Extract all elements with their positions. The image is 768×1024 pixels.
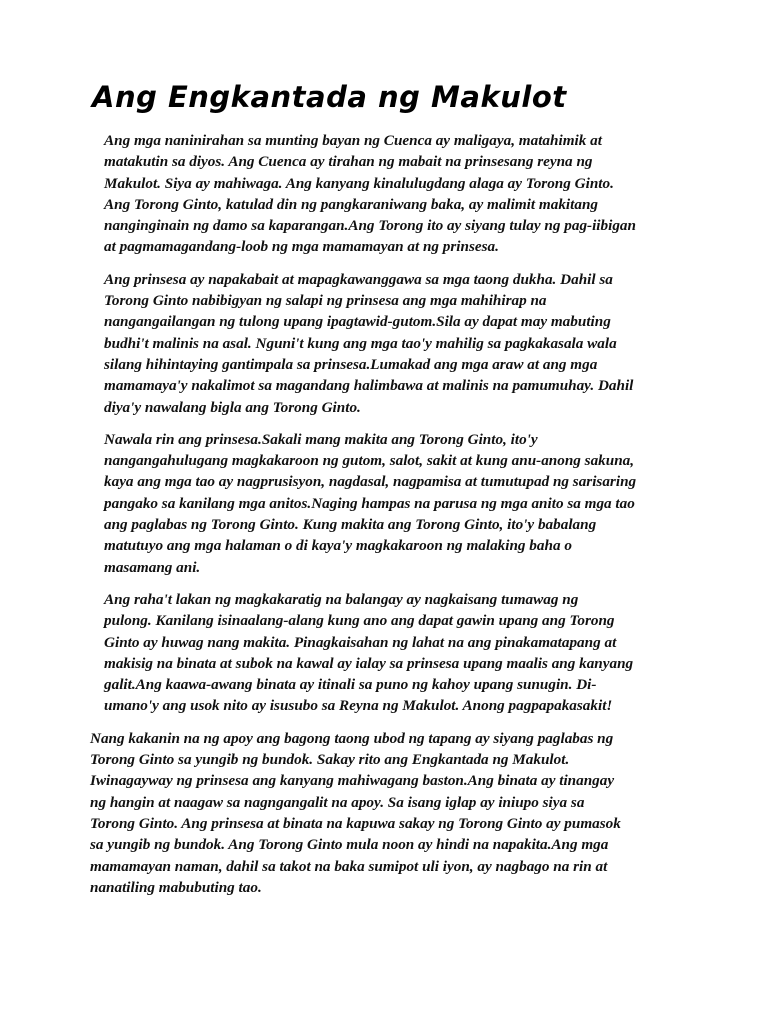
text-line: pangako sa kanilang mga anitos.Naging hampas na parusa ng mga anito sa mga tao: [104, 494, 635, 512]
text-line: Ang Torong Ginto, katulad din ng pangkaraniwang baka, ay malimit makitang: [104, 195, 598, 213]
text-line: budhi't malinis na asal. Nguni't kung ang mga tao'y mahilig sa pagkakasala wala: [104, 334, 617, 352]
text-line: ang paglabas ng Torong Ginto. Kung makita ang Torong Ginto, ito'y babalang: [104, 516, 597, 534]
text-line: nanatiling mabubuting tao.: [90, 878, 262, 896]
text-line: nanginginain ng damo sa kaparangan.Ang Torong ito ay siyang tulay ng pag-iibigan: [104, 217, 636, 235]
text-line: Nawala rin ang prinsesa.Sakali mang makita ang Torong Ginto, ito'y: [104, 430, 538, 448]
text-line: Torong Ginto. Ang prinsesa at binata na kapuwa sakay ng Torong Ginto ay pumasok: [90, 814, 621, 832]
text-line: at pagmamagandang-loob ng mga mamamayan at ng prinsesa.: [104, 238, 499, 256]
paragraph-3: [90, 429, 738, 578]
text-line: Ang raha't lakan ng magkakaratig na balangay ay nagkaisang tumawag ng: [104, 590, 579, 608]
text-line: galit.Ang kaawa-awang binata ay itinali sa puno ng kahoy upang sunugin. Di-: [104, 676, 597, 694]
page-title: Ang Engkantada ng Makulot: [92, 80, 567, 114]
text-line: Ang mga naninirahan sa munting bayan ng Cuenca ay maligaya, matahimik at: [104, 132, 602, 149]
text-line: pulong. Kanilang isinaalang-alang kung ano ang dapat gawin upang ang Torong: [104, 612, 615, 630]
paragraph-1: [90, 130, 738, 258]
text-line: masamang ani.: [104, 558, 201, 576]
text-line: diya'y nawalang bigla ang Torong Ginto.: [104, 398, 361, 416]
text-line: Ang prinsesa ay napakabait at mapagkawanggawa sa mga taong dukha. Dahil sa: [104, 270, 613, 288]
text-line: Torong Ginto sa yungib ng bundok. Sakay rito ang Engkantada ng Makulot.: [90, 751, 570, 769]
text-line: Nang kakanin na ng apoy ang bagong taong ubod ng tapang ay siyang paglabas ng: [90, 729, 614, 747]
text-line: mamamaya'y nakalimot sa magandang halimbawa at malinis na pamumuhay. Dahil: [104, 377, 634, 395]
paragraph-5: [90, 728, 738, 898]
text-line: silang hihintaying gantimpala sa prinsesa.Lumakad ang mga araw at ang mga: [104, 355, 598, 373]
text-line: makisig na binata at subok na kawal ay ialay sa prinsesa upang maalis ang kanyang: [104, 654, 634, 672]
paragraph-2: [90, 269, 738, 418]
text-line: matutuyo ang mga halaman o di kaya'y magkakaroon ng malaking baha o: [104, 537, 572, 555]
text-line: Iwinagayway ng prinsesa ang kanyang mahiwagang baston.Ang binata ay tinangay: [90, 772, 615, 790]
text-line: mamamayan naman, dahil sa takot na baka sumipot uli iyon, ay nagbago na rin at: [90, 857, 608, 875]
text-line: nangangailangan ng tulong upang ipagtawid-gutom.Sila ay dapat may mabuting: [104, 313, 611, 331]
text-line: Torong Ginto nabibigyan ng salapi ng prinsesa ang mga mahihirap na: [104, 292, 547, 310]
paragraph-4: [90, 589, 738, 717]
text-line: Makulot. Siya ay mahiwaga. Ang kanyang kinalulugdang alaga ay Torong Ginto.: [104, 174, 614, 192]
text-line: nangangahulugang magkakaroon ng gutom, salot, sakit at kung anu-anong sakuna,: [104, 452, 635, 470]
text-line: ng hangin at naagaw sa nagngangalit na apoy. Sa isang iglap ay iniupo siya sa: [90, 793, 585, 811]
text-line: matakutin sa diyos. Ang Cuenca ay tirahan ng mabait na prinsesang reyna ng: [104, 153, 593, 171]
text-line: umano'y ang usok nito ay isusubo sa Reyna ng Makulot. Anong pagpapakasakit!: [104, 697, 613, 715]
text-line: Ginto ay huwag nang makita. Pinagkaisahan ng lahat na ang pinakamatapang at: [104, 633, 617, 651]
story-body: [90, 130, 738, 909]
text-line: kaya ang mga tao ay nagprusisyon, nagdasal, nagpamisa at tumutupad ng sarisaring: [104, 473, 637, 491]
text-line: sa yungib ng bundok. Ang Torong Ginto mula noon ay hindi na napakita.Ang mga: [90, 836, 609, 854]
